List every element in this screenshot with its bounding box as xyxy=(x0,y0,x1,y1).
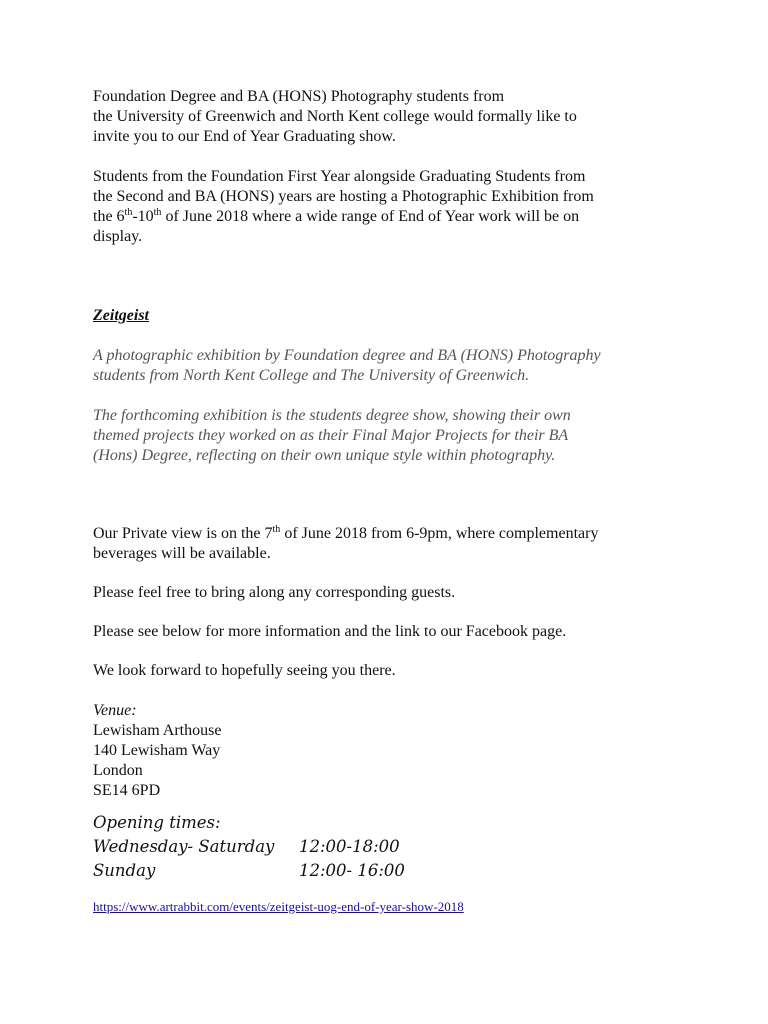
venue-street: 140 Lewisham Way xyxy=(93,742,221,759)
ordinal-suffix: th xyxy=(124,207,133,218)
zeitgeist-paragraph-1 xyxy=(93,346,753,386)
zeitgeist-p2-line-3: (Hons) Degree, reflecting on their own unique style within photography. xyxy=(93,447,556,464)
opening-times-label: Opening times: xyxy=(93,813,221,832)
zeitgeist-heading-row xyxy=(93,306,753,326)
venue-block xyxy=(93,701,753,801)
venue-postcode: SE14 6PD xyxy=(93,782,161,799)
exhibition-line-2: the Second and BA (HONS) years are hosting a Photographic Exhibition from xyxy=(93,188,594,205)
opening-row-weekday xyxy=(93,835,753,859)
private-view-line-2: beverages will be available. xyxy=(93,545,271,562)
closing-paragraph: We look forward to hopefully seeing you there. xyxy=(93,662,396,679)
document-page xyxy=(93,87,753,917)
zeitgeist-heading: Zeitgeist xyxy=(93,307,149,324)
exhibition-line-3: the 6th-10th of June 2018 where a wide range of End of Year work will be on xyxy=(93,207,580,225)
guests-paragraph: Please feel free to bring along any corresponding guests. xyxy=(93,584,456,601)
opening-times-block xyxy=(93,811,753,883)
zeitgeist-paragraph-2 xyxy=(93,406,753,466)
venue-name: Lewisham Arthouse xyxy=(93,722,222,739)
zeitgeist-p2-line-2: themed projects they worked on as their Final Major Projects for their BA xyxy=(93,427,569,444)
exhibition-paragraph xyxy=(93,167,753,247)
opening-hours: 12:00- 16:00 xyxy=(299,861,405,880)
exhibition-line-1: Students from the Foundation First Year alongside Graduating Students from xyxy=(93,168,586,185)
ordinal-suffix: th xyxy=(272,524,281,535)
link-row xyxy=(93,897,753,917)
venue-label: Venue: xyxy=(93,702,137,719)
zeitgeist-p2-line-1: The forthcoming exhibition is the students degree show, showing their own xyxy=(93,407,571,424)
intro-line-1: Foundation Degree and BA (HONS) Photography students from xyxy=(93,88,505,105)
intro-line-2: the University of Greenwich and North Kent college would formally like to xyxy=(93,108,577,125)
intro-paragraph xyxy=(93,87,753,147)
opening-row-sunday xyxy=(93,859,753,883)
intro-line-3: invite you to our End of Year Graduating show. xyxy=(93,128,396,145)
exhibition-line-4: display. xyxy=(93,228,143,245)
private-view-paragraph xyxy=(93,524,753,564)
info-paragraph: Please see below for more information and the link to our Facebook page. xyxy=(93,623,567,640)
opening-day: Sunday xyxy=(93,861,156,880)
ordinal-suffix: th xyxy=(153,207,162,218)
venue-city: London xyxy=(93,762,143,779)
zeitgeist-p1-line-1: A photographic exhibition by Foundation degree and BA (HONS) Photography xyxy=(93,347,601,364)
artrabbit-event-link[interactable]: https://www.artrabbit.com/events/zeitgeist-uog-end-of-year-show-2018 xyxy=(93,899,464,914)
opening-hours: 12:00-18:00 xyxy=(299,837,400,856)
opening-day: Wednesday- Saturday xyxy=(93,837,275,856)
zeitgeist-p1-line-2: students from North Kent College and The University of Greenwich. xyxy=(93,367,530,384)
private-view-line-1: Our Private view is on the 7th of June 2018 from 6-9pm, where complementary xyxy=(93,524,599,542)
